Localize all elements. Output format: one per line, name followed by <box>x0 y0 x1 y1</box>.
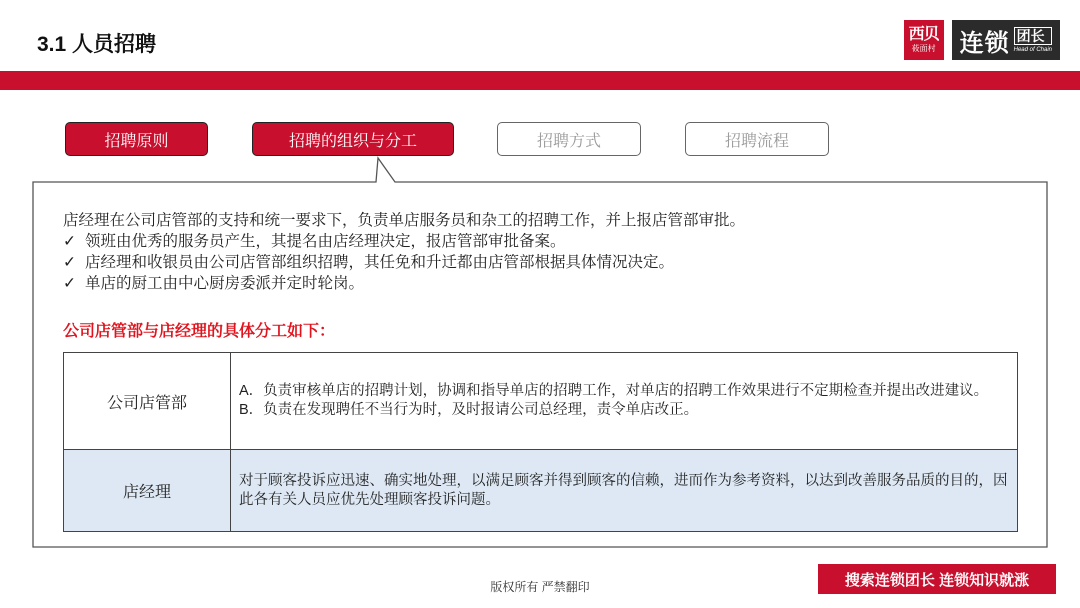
chain-logo-side-text: 团长 <box>1014 27 1052 45</box>
chain-logo-subtitle: Head of Chain <box>1013 47 1052 53</box>
tab-recruitment-organization[interactable]: 招聘的组织与分工 <box>252 122 454 156</box>
intro-lead: 店经理在公司店管部的支持和统一要求下，负责单店服务员和杂工的招聘工作，并上报店管部审批。 <box>63 212 746 229</box>
chain-logo-main: 连锁 <box>959 29 1010 57</box>
tab-recruitment-methods[interactable]: 招聘方式 <box>497 122 641 156</box>
division-heading: 公司店管部与店经理的具体分工如下： <box>63 323 336 340</box>
duty-line: B．负责在发现聘任不当行为时，及时报请公司总经理，责令单店改正。 <box>239 402 699 418</box>
intro-point <box>63 252 745 273</box>
xibei-logo <box>904 20 944 60</box>
page-title: 3.1 人员招聘 <box>37 33 157 56</box>
chain-leader-logo <box>952 20 1060 60</box>
check-icon: ✓ <box>63 233 76 250</box>
copyright-notice: 版权所有 严禁翻印 <box>490 580 590 594</box>
check-icon: ✓ <box>63 254 76 271</box>
duty-line: 对于顾客投诉应迅速、确实地处理，以满足顾客并得到顾客的信赖，进而作为参考资料，以达到改善服务品质的目的，因此各有关人员应优先处理顾客投诉问题。 <box>239 472 1008 508</box>
row-role-name: 店经理 <box>64 450 231 532</box>
header-red-bar <box>0 71 1080 90</box>
row-role-duties <box>231 450 1018 532</box>
row-role-name: 公司店管部 <box>64 353 231 450</box>
intro-point <box>63 273 745 294</box>
intro-point-text: 店经理和收银员由公司店管部组织招聘，其任免和升迁都由店管部根据具体情况决定。 <box>85 254 675 271</box>
intro-point-text: 领班由优秀的服务员产生，其提名由店经理决定，报店管部审批备案。 <box>85 233 566 250</box>
table-row <box>64 353 1018 450</box>
intro-point-text: 单店的厨工由中心厨房委派并定时轮岗。 <box>85 275 365 292</box>
intro-point <box>63 231 745 252</box>
division-table <box>63 352 1018 532</box>
tab-recruitment-process[interactable]: 招聘流程 <box>685 122 829 156</box>
search-promo-badge: 搜索连锁团长 连锁知识就涨 <box>818 564 1056 594</box>
intro-text <box>63 210 745 294</box>
xibei-logo-bottom: 莜面村 <box>911 44 936 53</box>
check-icon: ✓ <box>63 275 76 292</box>
chain-logo-side <box>1014 27 1052 53</box>
duty-line: A．负责审核单店的招聘计划，协调和指导单店的招聘工作，对单店的招聘工作效果进行不定期检查并提出改进建议。 <box>239 383 989 399</box>
table-row <box>64 450 1018 532</box>
row-role-duties <box>231 353 1018 450</box>
brand-logos <box>904 20 1060 60</box>
xibei-logo-top: 西贝 <box>908 26 939 43</box>
tab-recruitment-principles[interactable]: 招聘原则 <box>65 122 208 156</box>
